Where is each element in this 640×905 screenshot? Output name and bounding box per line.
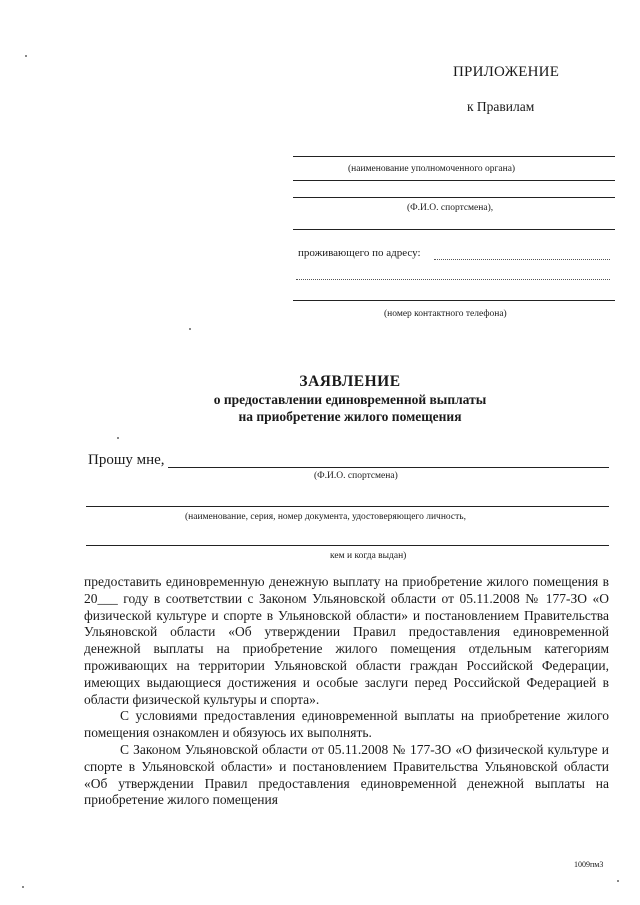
address-line-1[interactable]	[434, 259, 610, 260]
title-main: ЗАЯВЛЕНИЕ	[299, 373, 401, 390]
document-title	[100, 372, 600, 425]
title-line-3: на приобретение жилого помещения	[238, 409, 462, 424]
organ-line-2[interactable]	[293, 180, 615, 181]
organ-caption: (наименование уполномоченного органа)	[348, 164, 516, 174]
document-caption: (наименование, серия, номер документа, удостоверяющего личность,	[185, 512, 466, 522]
title-line-2: о предоставлении единовременной выплаты	[213, 392, 487, 407]
appendix-title: ПРИЛОЖЕНИЕ	[453, 64, 560, 80]
footer-code: 1009пм3	[574, 860, 604, 869]
document-line[interactable]	[86, 506, 609, 507]
scan-speck	[617, 880, 619, 882]
scan-speck	[117, 437, 119, 439]
request-label: Прошу мне,	[88, 452, 165, 468]
issued-caption: кем и когда выдан)	[330, 551, 407, 561]
scan-speck	[189, 328, 191, 330]
scan-speck	[22, 886, 24, 888]
organ-line-1[interactable]	[293, 156, 615, 157]
fio-line-2[interactable]	[293, 229, 615, 230]
address-line-2[interactable]	[296, 279, 610, 280]
phone-line[interactable]	[293, 300, 615, 301]
request-fio-caption: (Ф.И.О. спортсмена)	[314, 471, 398, 481]
body-paragraph-3: С Законом Ульяновской области от 05.11.2008 № 177-ЗО «О физической культуре и спорте в Ульяновской области» и постановлением Правительства Ульяновской области «Об утверждении Правил предоставления единовременной денежной выплаты на приобретение жилого помещения	[84, 741, 609, 808]
body-text	[84, 574, 609, 809]
phone-caption: (номер контактного телефона)	[384, 309, 507, 319]
request-fio-line[interactable]	[168, 467, 609, 468]
fio-line[interactable]	[293, 197, 615, 198]
body-paragraph-1: предоставить единовременную денежную выплату на приобретение жилого помещения в 20___ году в соответствии с Законом Ульяновской области от 05.11.2008 № 177-ЗО «О физической культуре и спорте в Ульяновской области» и постановлением Правительства Ульяновской области «Об утверждении Правил предоставления единовременной денежной выплаты на приобретение жилого помещения отдельным категориям проживающих на территории Ульяновской области граждан Российской Федерации, имеющих выдающиеся достижения и особые заслуги перед Российской Федерацией в области физической культуры и спорта».	[84, 574, 609, 707]
issued-line[interactable]	[86, 545, 609, 546]
scan-speck	[25, 55, 27, 57]
address-label: проживающего по адресу:	[298, 247, 421, 259]
fio-caption: (Ф.И.О. спортсмена),	[407, 203, 494, 213]
appendix-to-rules: к Правилам	[467, 99, 535, 114]
body-paragraph-2: С условиями предоставления единовременной выплаты на приобретение жилого помещения ознакомлен и обязуюсь их выполнять.	[84, 708, 609, 741]
